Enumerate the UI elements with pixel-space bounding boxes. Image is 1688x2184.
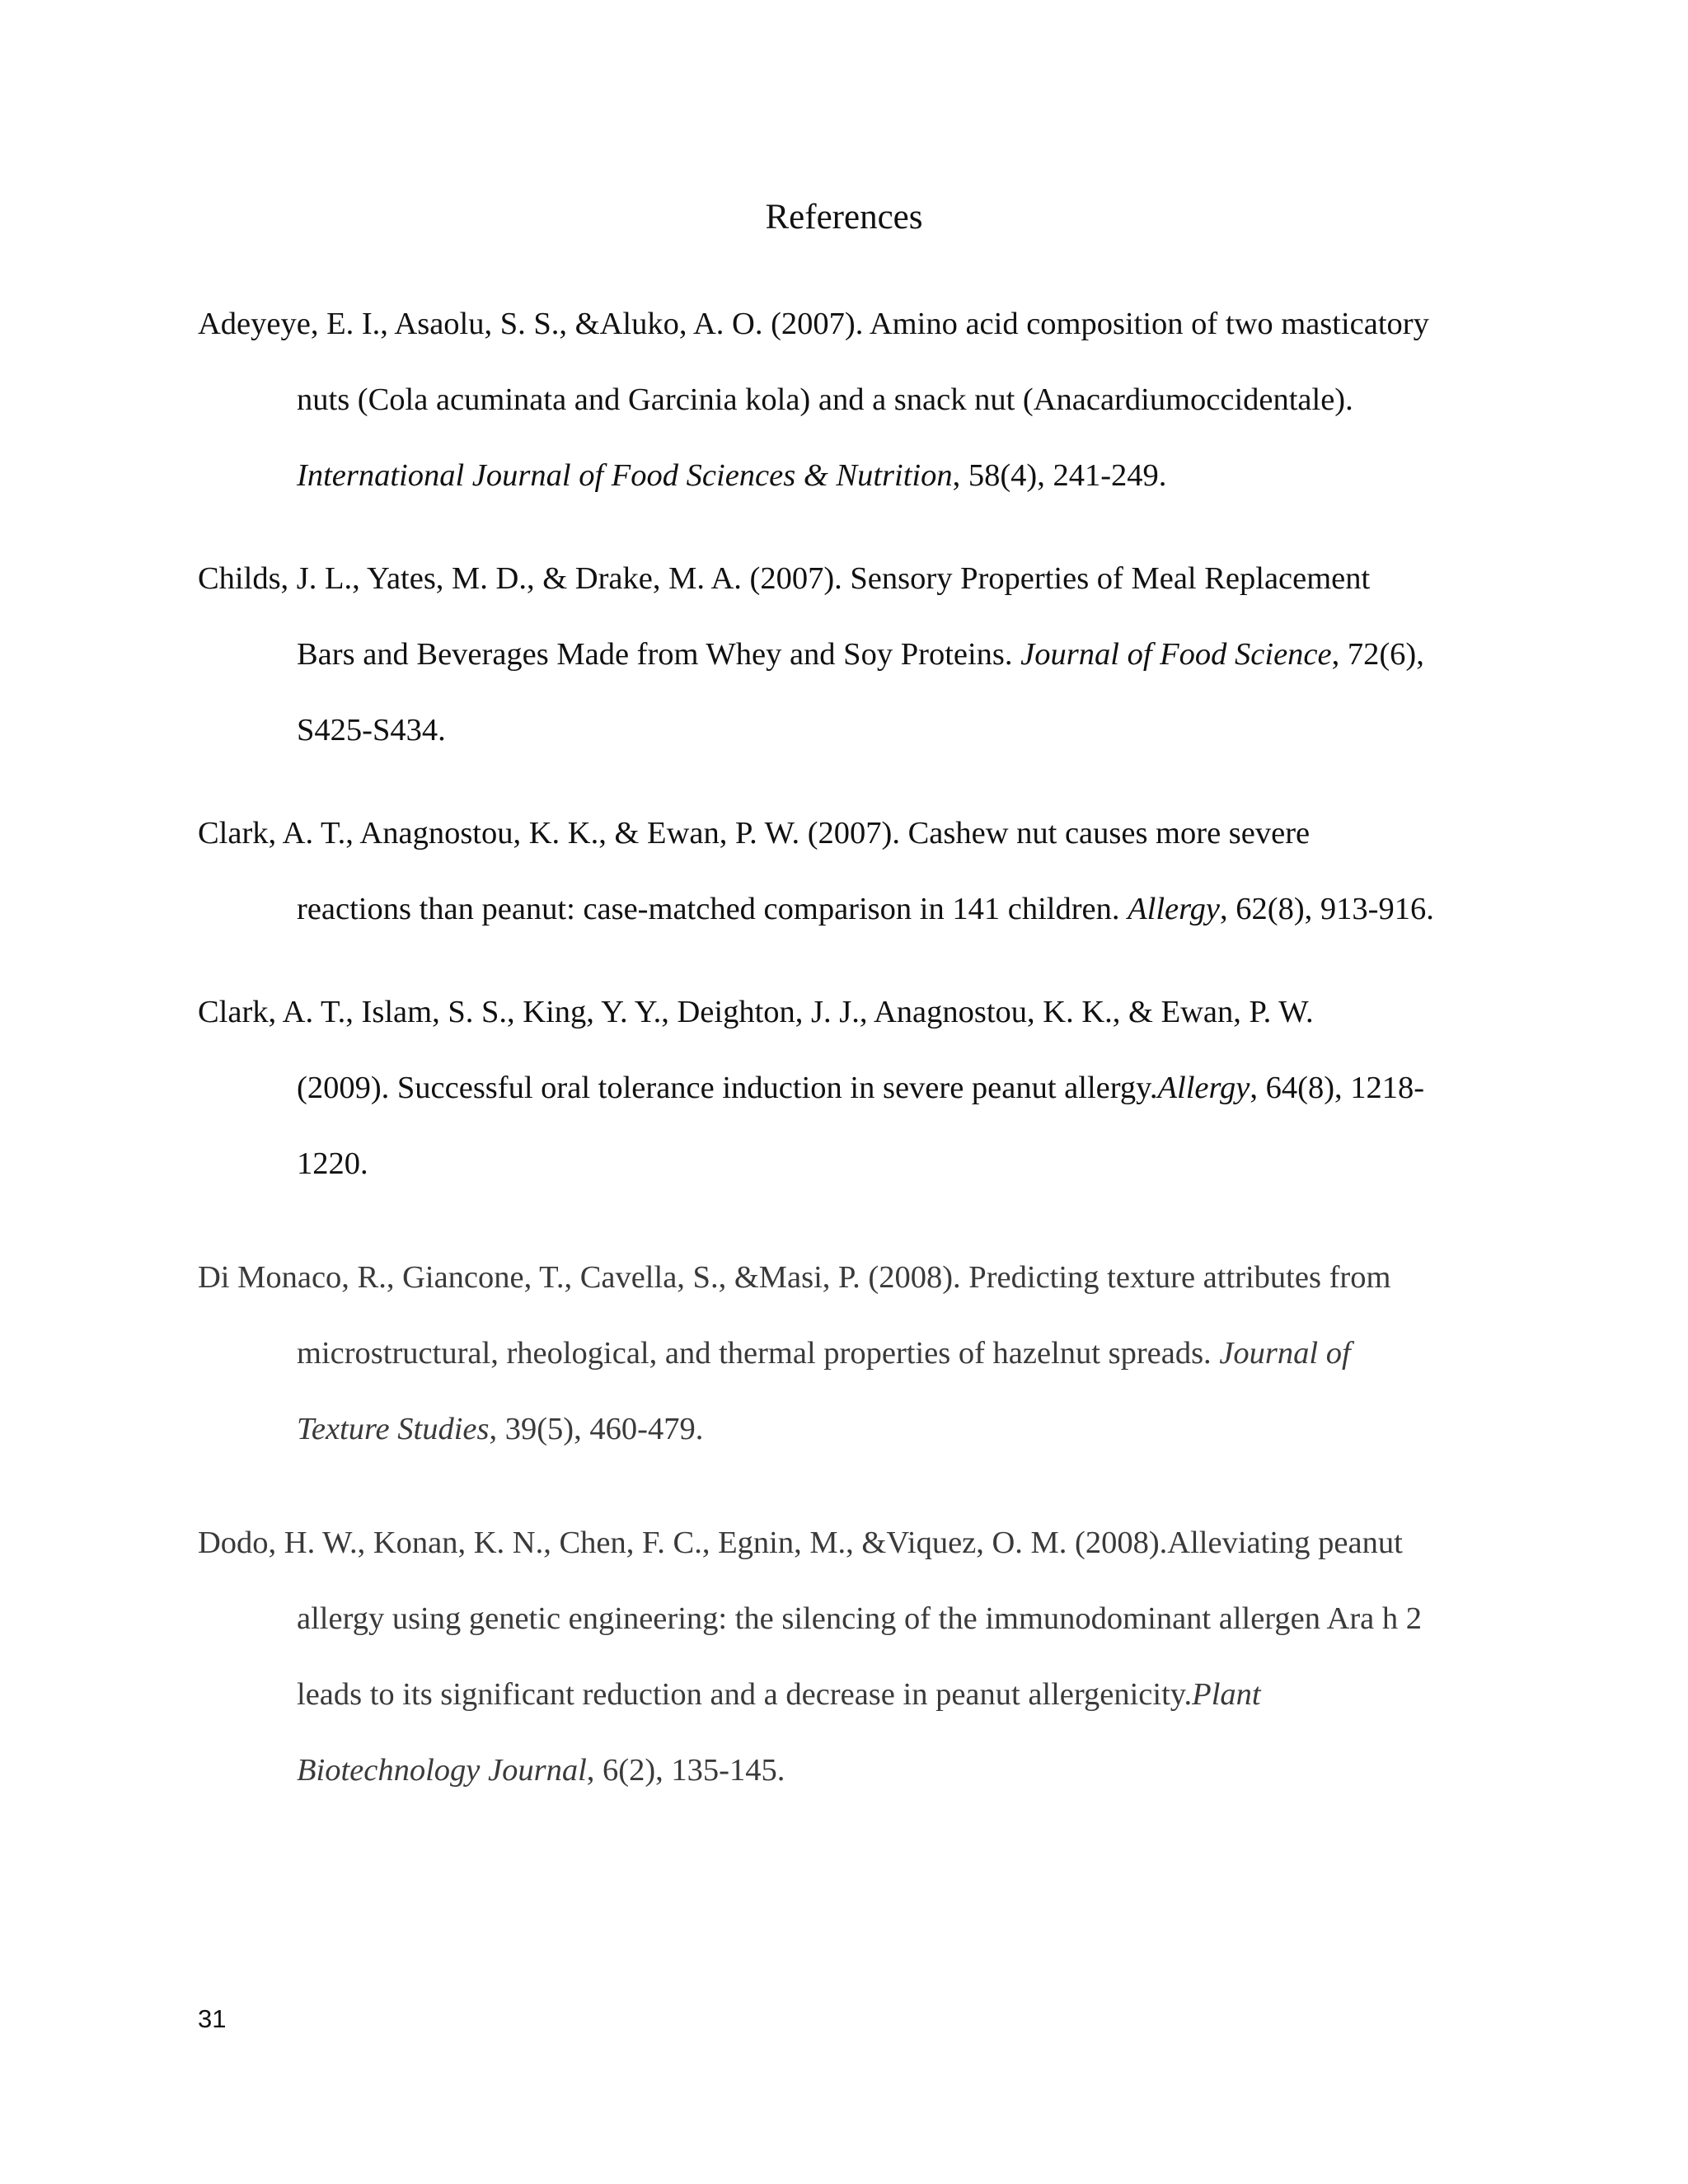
journal-title: Texture Studies <box>297 1412 490 1446</box>
page-number: 31 <box>198 2004 227 2033</box>
reference-line: Adeyeye, E. I., Asaolu, S. S., &Aluko, A. O. (2007). Amino acid composition of two masticatory <box>198 307 1429 341</box>
reference-line: Childs, J. L., Yates, M. D., & Drake, M. A. (2007). Sensory Properties of Meal Replacement <box>198 561 1371 596</box>
reference-line: International Journal of Food Sciences & Nutrition, 58(4), 241-249. <box>297 458 1167 493</box>
reference-line: (2009). Successful oral tolerance induction in severe peanut allergy.Allergy, 64(8), 1218- <box>297 1071 1425 1105</box>
journal-title: Journal of Food Science <box>1020 637 1332 672</box>
journal-title: Plant <box>1192 1677 1261 1712</box>
page-title: References <box>765 198 923 237</box>
reference-line: reactions than peanut: case-matched comparison in 141 children. Allergy, 62(8), 913-916. <box>297 892 1434 926</box>
journal-title: Biotechnology Journal <box>297 1753 587 1788</box>
reference-line: allergy using genetic engineering: the silencing of the immunodominant allergen Ara h 2 <box>297 1601 1422 1636</box>
reference-line: Clark, A. T., Islam, S. S., King, Y. Y., Deighton, J. J., Anagnostou, K. K., & Ewan, P. W. <box>198 995 1314 1029</box>
reference-entry <box>198 286 1500 513</box>
reference-line: leads to its significant reduction and a decrease in peanut allergenicity.Plant <box>297 1677 1261 1712</box>
reference-entry <box>198 1505 1500 1808</box>
journal-title: Allergy <box>1157 1071 1250 1105</box>
reference-line: Texture Studies, 39(5), 460-479. <box>297 1412 704 1446</box>
reference-line: Bars and Beverages Made from Whey and Soy Proteins. Journal of Food Science, 72(6), <box>297 637 1424 672</box>
reference-list <box>198 286 1500 1808</box>
reference-line: Clark, A. T., Anagnostou, K. K., & Ewan, P. W. (2007). Cashew nut causes more severe <box>198 816 1311 851</box>
reference-line: nuts (Cola acuminata and Garcinia kola) and a snack nut (Anacardiumoccidentale). <box>297 382 1353 417</box>
reference-entry <box>198 1240 1500 1467</box>
reference-line: microstructural, rheological, and thermal properties of hazelnut spreads. Journal of <box>297 1336 1351 1371</box>
reference-line: Di Monaco, R., Giancone, T., Cavella, S., &Masi, P. (2008). Predicting texture attributes from <box>198 1260 1391 1295</box>
journal-title: Journal of <box>1219 1336 1351 1371</box>
reference-entry <box>198 795 1500 947</box>
journal-title: Allergy <box>1128 892 1221 926</box>
reference-line: Biotechnology Journal, 6(2), 135-145. <box>297 1753 785 1788</box>
reference-entry <box>198 974 1500 1202</box>
journal-title: International Journal of Food Sciences & Nutrition <box>297 458 953 493</box>
reference-entry <box>198 541 1500 768</box>
reference-line: S425-S434. <box>297 713 446 748</box>
reference-line: Dodo, H. W., Konan, K. N., Chen, F. C., Egnin, M., &Viquez, O. M. (2008).Alleviating peanut <box>198 1526 1403 1560</box>
reference-line: 1220. <box>297 1146 368 1181</box>
